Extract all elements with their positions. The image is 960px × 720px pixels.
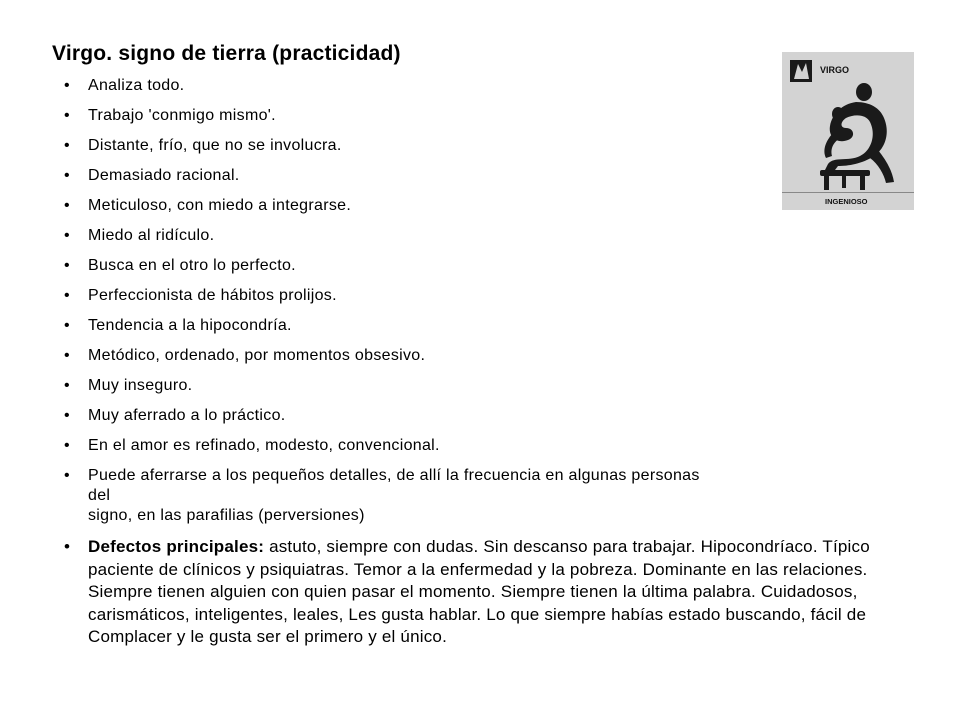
defects-text: astuto, siempre con dudas. Sin descanso para trabajar. Hipocondríaco. Típico paciente de clínicos y psiquiatras. Temor a la enfermedad y la pobreza. Dominante en las relaciones. Siempre tienen alguien con quien pasar el momento. Siempre tienen la última palabra. Cuidadosos, carismáticos, inteligentes, leales, Les gusta hablar. Lo que siempre habías estado buscando, fácil de Complacer y le gusta ser el primero y el único. bbox=[88, 537, 870, 646]
list-item: • En el amor es refinado, modesto, convencional. bbox=[64, 436, 764, 456]
card-caption: INGENIOSO bbox=[825, 197, 868, 206]
list-item: • Metódico, ordenado, por momentos obsesivo. bbox=[64, 346, 764, 366]
detail-line: signo, en las parafilias (perversiones) bbox=[88, 507, 365, 524]
detail-line: • Puede aferrarse a los pequeños detalles, de allí la frecuencia en algunas personas bbox=[88, 467, 700, 484]
card-name: VIRGO bbox=[820, 65, 850, 75]
defects-label: Defectos principales: bbox=[88, 537, 265, 556]
list-item-defects bbox=[64, 536, 888, 649]
list-item-detail bbox=[64, 466, 764, 526]
slide-title: Virgo. signo de tierra (practicidad) bbox=[52, 42, 401, 65]
list-item: • Analiza todo. bbox=[64, 76, 764, 96]
list-item: • Busca en el otro lo perfecto. bbox=[64, 256, 764, 276]
list-item: • Distante, frío, que no se involucra. bbox=[64, 136, 764, 156]
list-item: • Trabajo 'conmigo mismo'. bbox=[64, 106, 764, 126]
list-item: • Perfeccionista de hábitos prolijos. bbox=[64, 286, 764, 306]
list-item: • Meticuloso, con miedo a integrarse. bbox=[64, 196, 764, 216]
virgo-figure-icon bbox=[782, 52, 914, 210]
list-item: • Demasiado racional. bbox=[64, 166, 764, 186]
detail-line: del bbox=[88, 487, 111, 504]
list-item: • Muy inseguro. bbox=[64, 376, 764, 396]
list-item: • Muy aferrado a lo práctico. bbox=[64, 406, 764, 426]
list-item: • Miedo al ridículo. bbox=[64, 226, 764, 246]
virgo-card-image bbox=[782, 52, 914, 210]
list-item: • Tendencia a la hipocondría. bbox=[64, 316, 764, 336]
